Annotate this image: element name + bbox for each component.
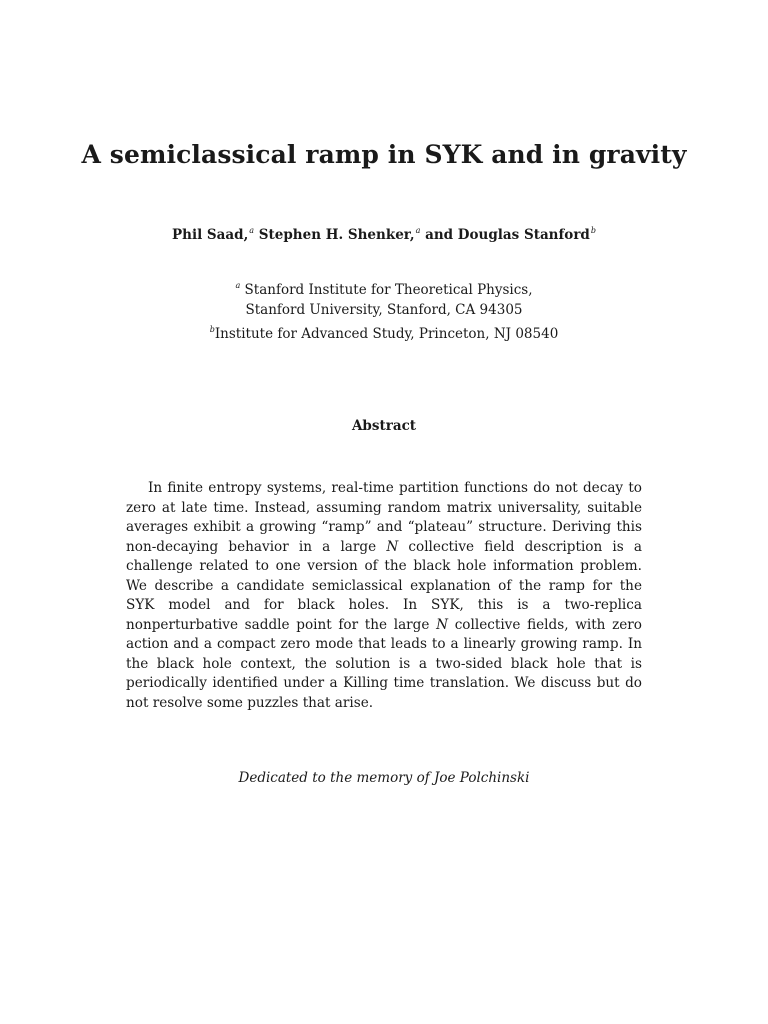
dedication: Dedicated to the memory of Joe Polchinski xyxy=(238,770,530,786)
affiliation-mark: a xyxy=(235,281,241,290)
affiliation-mark: b xyxy=(209,325,215,334)
abstract-heading: Abstract xyxy=(351,418,417,434)
affiliation-b xyxy=(0,320,768,344)
affiliation-b-text: Institute for Advanced Study, Princeton, NJ 08540 xyxy=(214,326,559,342)
affiliation-a-text: Stanford Institute for Theoretical Physics, xyxy=(244,282,533,298)
author-affiliation-mark: b xyxy=(590,226,596,235)
math-symbol-n: N xyxy=(386,538,399,555)
affiliation-a xyxy=(0,276,768,320)
author-affiliation-mark: a xyxy=(249,226,255,235)
author-name: Phil Saad, xyxy=(171,227,249,243)
math-symbol-n: N xyxy=(436,616,449,633)
author-list xyxy=(0,226,768,243)
author-name: Stephen H. Shenker, xyxy=(258,227,415,243)
paper-title: A semiclassical ramp in SYK and in gravity xyxy=(81,140,687,169)
author-affiliation-mark: a xyxy=(415,226,421,235)
affiliation-a-line2: Stanford University, Stanford, CA 94305 xyxy=(245,302,523,318)
abstract-body: In finite entropy systems, real-time partition functions do not decay to zero at late time. Instead, assuming random matrix universality, suitable averages exhibit a growing “ramp” and “plateau” structure. Deriving this non-decaying behavior in a large N collective field description is a challenge related to one version of the black hole information problem. We describe a candidate semiclassical explanation of the ramp for the SYK model and for black holes. In SYK, this is a two-replica nonperturbative saddle point for the large N collective fields, with zero action and a compact zero mode that leads to a linearly growing ramp. In the black hole context, the solution is a two-sided black hole that is periodically identified under a Killing time translation. We discuss but do not resolve some puzzles that arise. xyxy=(126,480,643,711)
affiliation-a-line1 xyxy=(0,276,768,300)
author-name: and Douglas Stanford xyxy=(425,227,590,243)
